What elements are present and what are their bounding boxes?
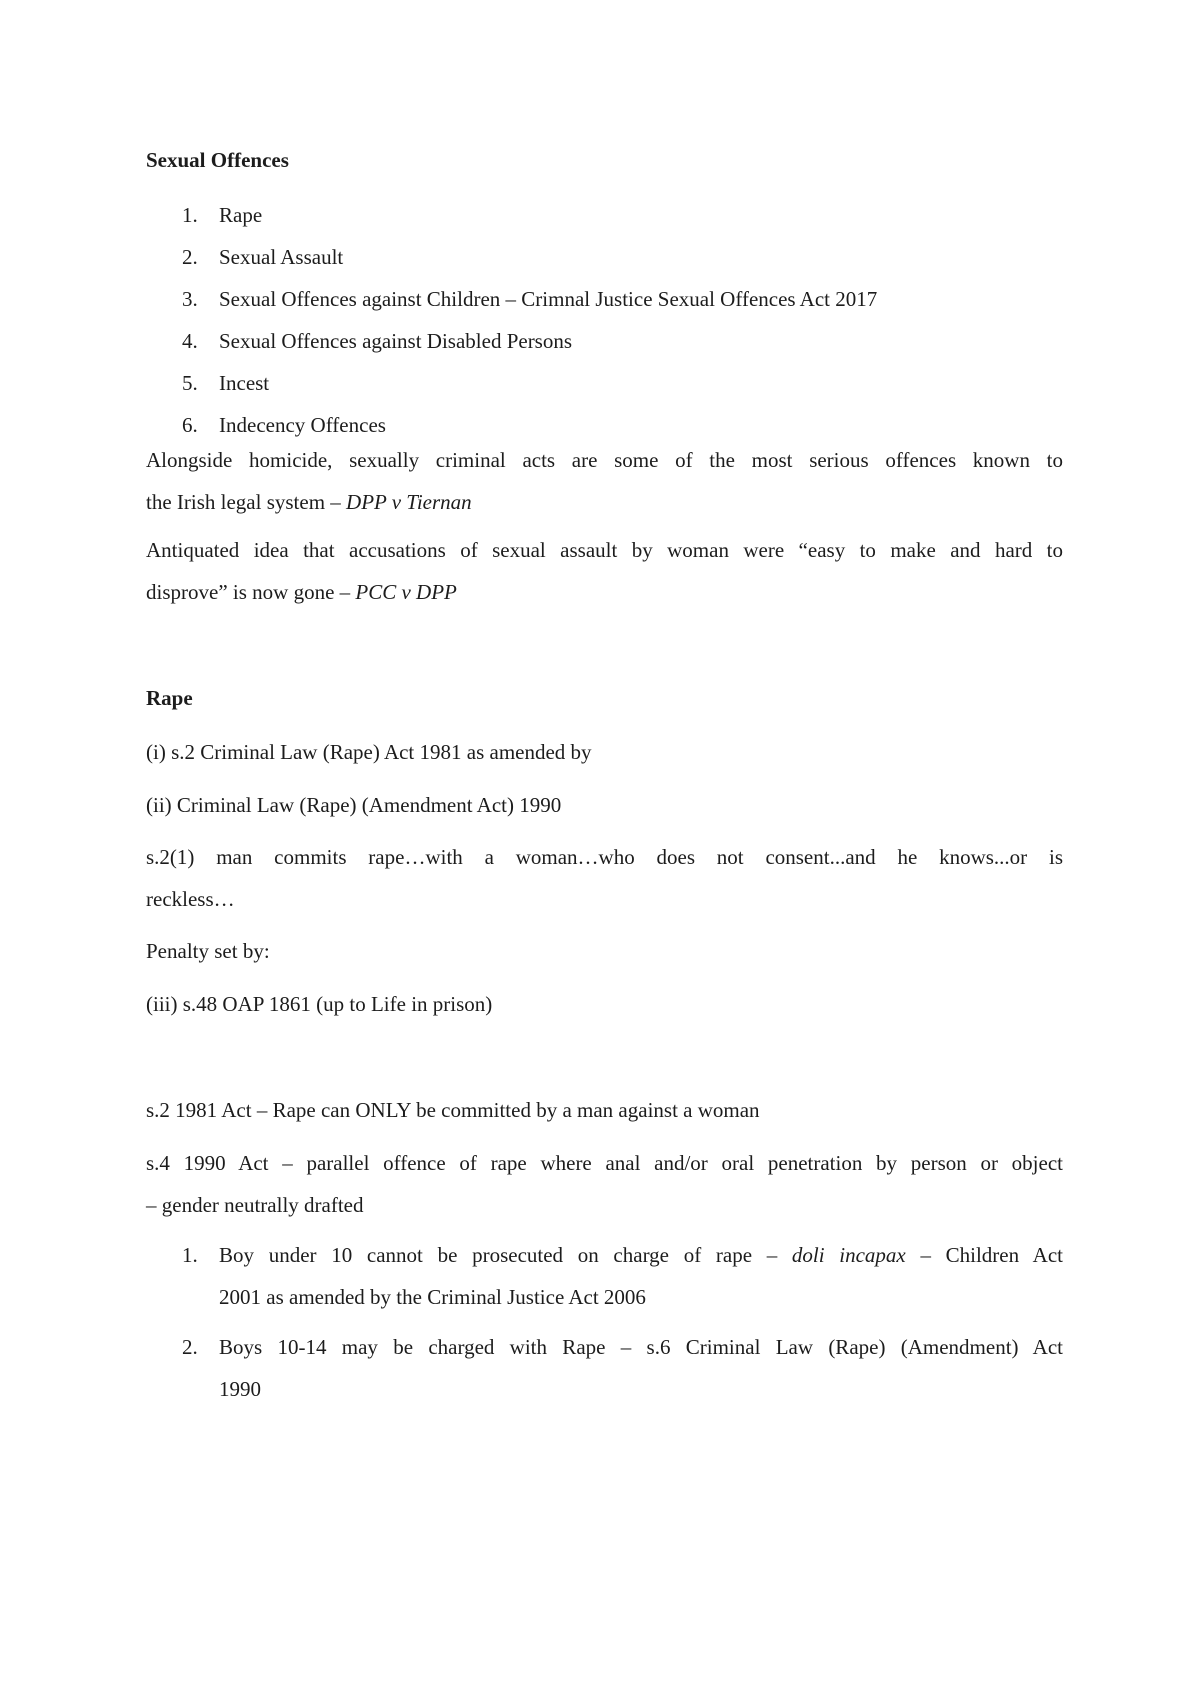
list-item: 2. Sexual Assault bbox=[182, 245, 344, 269]
age-numbered-list bbox=[146, 1241, 1063, 1425]
statute-line-iii: (iii) s.48 OAP 1861 (up to Life in prison) bbox=[146, 992, 493, 1016]
list-item: 5. Incest bbox=[182, 371, 270, 395]
section-title: Sexual Offences bbox=[146, 148, 289, 172]
list-item: 4. Sexual Offences against Disabled Persons bbox=[182, 329, 573, 353]
homicide-paragraph: Alongside homicide, sexually criminal acts are some of the most serious offences known to the Irish legal system – DPP v Tiernan bbox=[146, 448, 1063, 514]
definition-paragraph: s.2(1) man commits rape…with a woman…who does not consent...and he knows...or is reckless… bbox=[146, 845, 1063, 911]
statute-line-ii: (ii) Criminal Law (Rape) (Amendment Act) 1990 bbox=[146, 793, 562, 817]
statute-line-i: (i) s.2 Criminal Law (Rape) Act 1981 as amended by bbox=[146, 740, 592, 764]
list-item: 6. Indecency Offences bbox=[182, 413, 386, 437]
list-item: 1. Rape bbox=[182, 203, 263, 227]
rape-heading: Rape bbox=[146, 686, 193, 710]
list-item: 1. Boy under 10 cannot be prosecuted on charge of rape – doli incapax – Children Act 2001 as amended by the Criminal Justice Act 2006 bbox=[182, 1243, 1063, 1309]
case-citation: DPP v Tiernan bbox=[346, 490, 472, 514]
case-citation: PCC v DPP bbox=[355, 580, 457, 604]
list-item: 3. Sexual Offences against Children – Crimnal Justice Sexual Offences Act 2017 bbox=[182, 287, 878, 311]
offences-list bbox=[146, 201, 1063, 453]
s2-1981-paragraph: s.2 1981 Act – Rape can ONLY be committed by a man against a woman bbox=[146, 1098, 760, 1122]
antiquated-idea-paragraph: Antiquated idea that accusations of sexual assault by woman were “easy to make and hard to disprove” is now gone – PCC v DPP bbox=[146, 538, 1063, 604]
s4-1990-paragraph: s.4 1990 Act – parallel offence of rape where anal and/or oral penetration by person or object – gender neutrally drafted bbox=[146, 1151, 1063, 1217]
list-item: 2. Boys 10-14 may be charged with Rape – s.6 Criminal Law (Rape) (Amendment) Act 1990 bbox=[182, 1335, 1063, 1401]
penalty-label: Penalty set by: bbox=[146, 939, 270, 963]
